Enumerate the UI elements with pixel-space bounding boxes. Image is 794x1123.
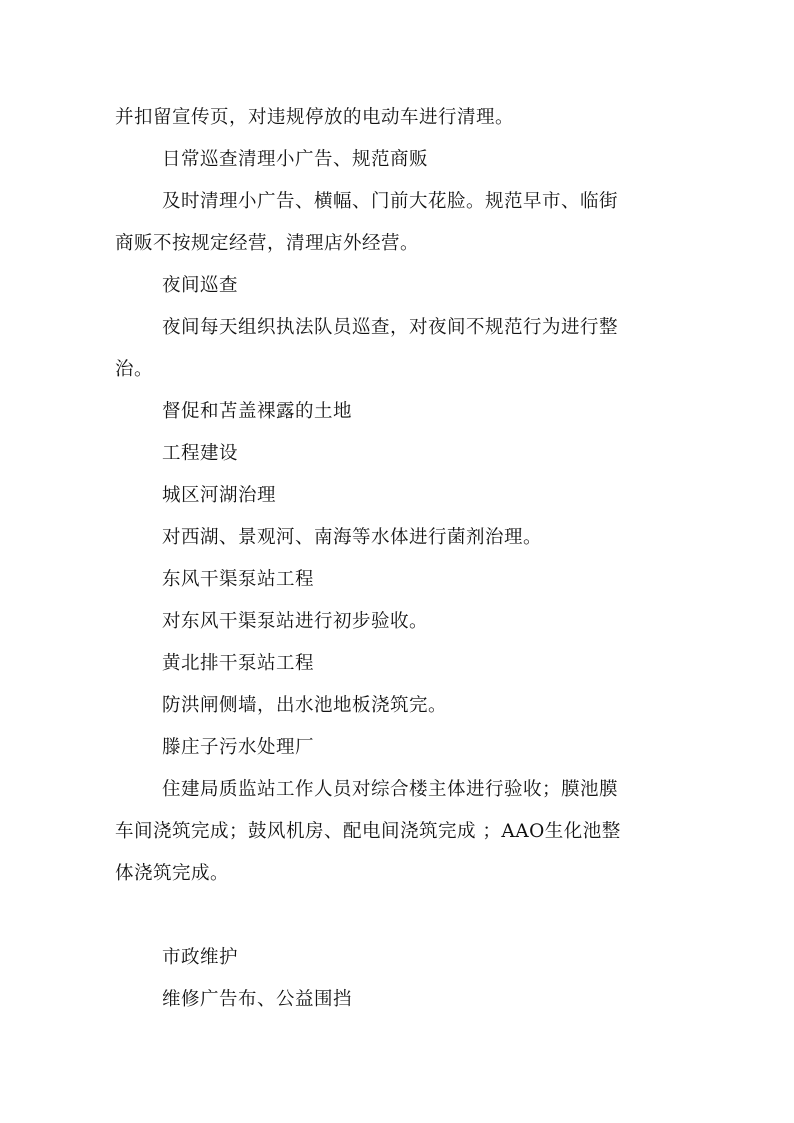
paragraph-line: 防洪闸侧墙，出水池地板浇筑完。 <box>162 695 448 716</box>
section-heading: 督促和苫盖裸露的土地 <box>162 401 353 422</box>
paragraph-line: 商贩不按规定经营，清理店外经营。 <box>115 233 420 254</box>
paragraph-line: 对西湖、景观河、南海等水体进行菌剂治理。 <box>162 527 543 548</box>
section-heading: 维修广告布、公益围挡 <box>162 989 353 1010</box>
section-heading: 日常巡查清理小广告、规范商贩 <box>162 149 429 170</box>
section-heading: 工程建设 <box>162 443 239 464</box>
section-heading: 夜间巡查 <box>162 275 239 296</box>
paragraph-line: 车间浇筑完成；鼓风机房、配电间浇筑完成 ；AAO生化池整 <box>115 821 621 842</box>
section-heading: 滕庄子污水处理厂 <box>162 737 315 758</box>
paragraph-line: 及时清理小广告、横幅、门前大花脸。规范早市、临街 <box>162 191 619 212</box>
paragraph-line: 治。 <box>115 359 154 380</box>
section-heading: 东风干渠泵站工程 <box>162 569 315 590</box>
section-heading: 黄北排干泵站工程 <box>162 653 315 674</box>
paragraph-line: 住建局质监站工作人员对综合楼主体进行验收；膜池膜 <box>162 779 619 800</box>
paragraph-line: 对东风干渠泵站进行初步验收。 <box>162 611 429 632</box>
paragraph-line: 并扣留宣传页，对违规停放的电动车进行清理。 <box>115 107 515 128</box>
paragraph-line: 夜间每天组织执法队员巡查，对夜间不规范行为进行整 <box>162 317 619 338</box>
paragraph-line: 体浇筑完成。 <box>115 863 230 884</box>
section-heading: 城区河湖治理 <box>162 485 277 506</box>
section-heading: 市政维护 <box>162 947 239 968</box>
